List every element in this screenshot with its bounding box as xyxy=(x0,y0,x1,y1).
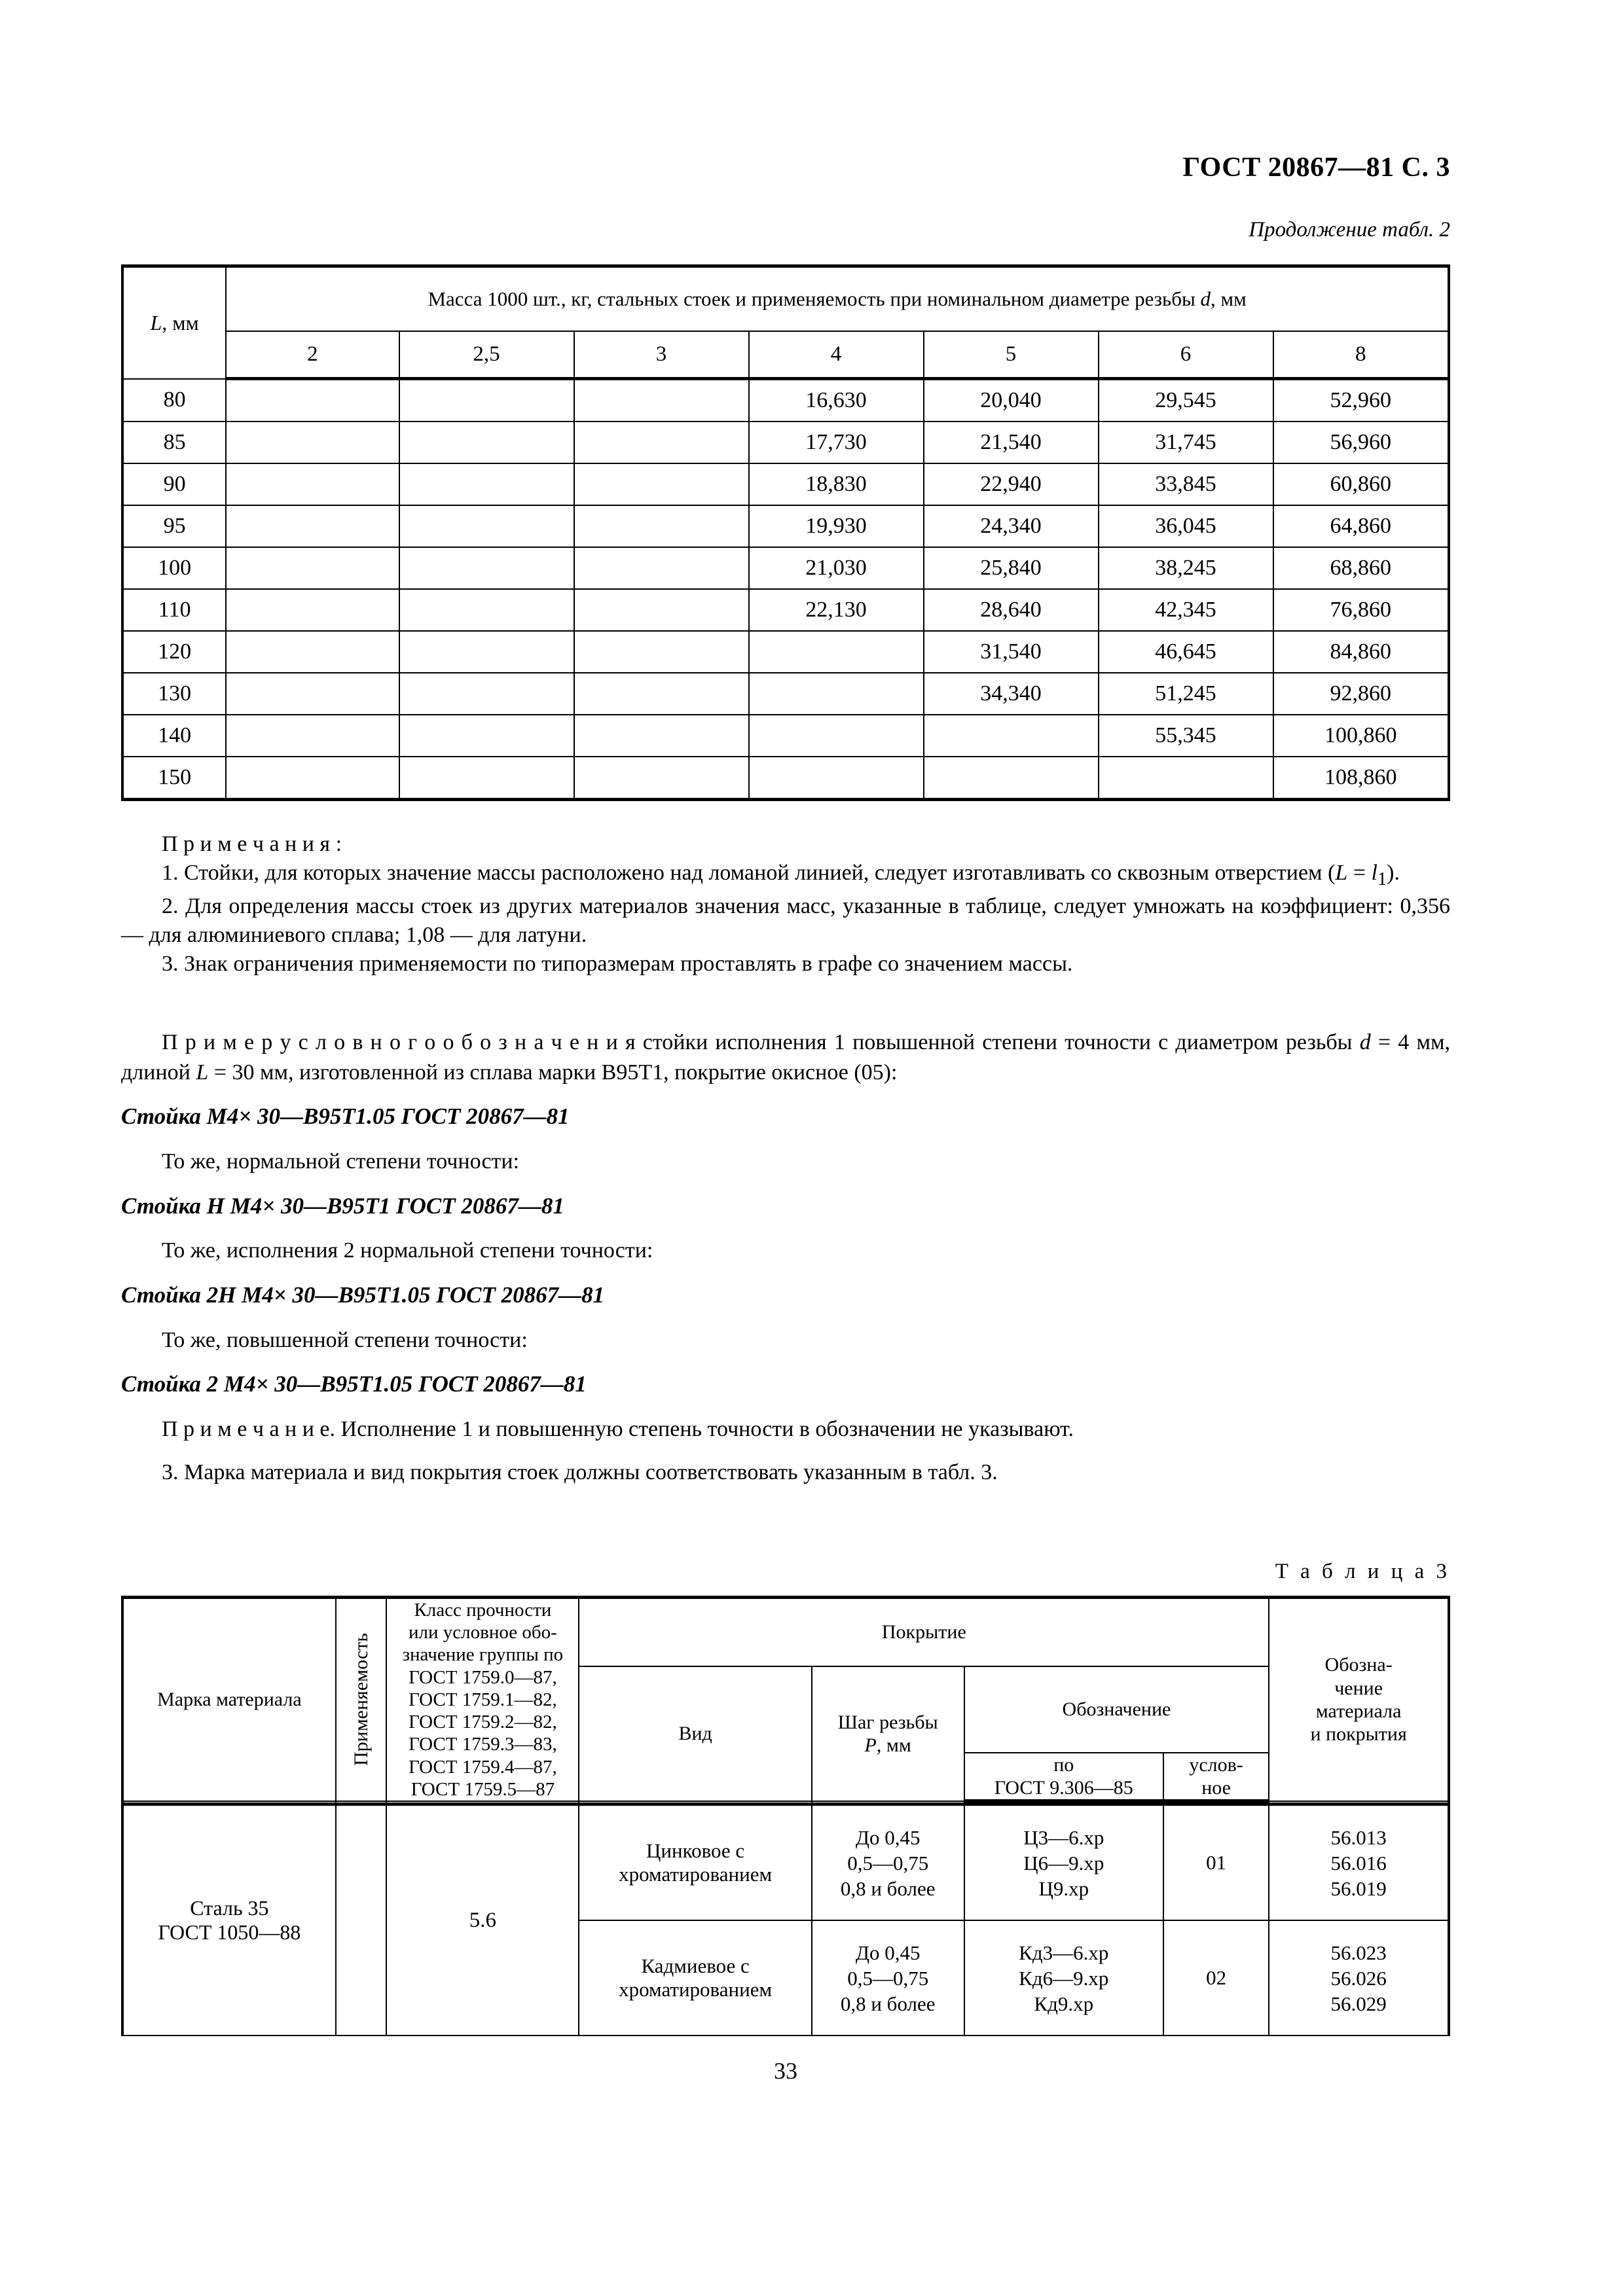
table-2-cell xyxy=(574,631,749,673)
designation-example-block xyxy=(121,1028,1450,1487)
table-3-label: Т а б л и ц а 3 xyxy=(1275,1560,1450,1583)
table-2-cell: 31,540 xyxy=(924,631,1099,673)
table-2-cell xyxy=(226,715,399,757)
table-2-cell: 68,860 xyxy=(1273,547,1449,589)
table-2-subheader-d3: 3 xyxy=(574,331,749,379)
table-2-cell-L: 120 xyxy=(122,631,226,673)
thread-pitch-label: Шаг резьбы xyxy=(837,1711,938,1733)
table-2-cell xyxy=(226,673,399,715)
table-2-cell: 55,345 xyxy=(1099,715,1273,757)
table-2-cell: 17,730 xyxy=(749,422,924,463)
note-2: 2. Для определения массы стоек из других материалов значения масс, указанные в таблице, следует умножать на коэффициент: 0,356 — для алюминиевого сплава; 1,08 — для латуни. xyxy=(121,893,1450,947)
mat-coat-line-1: чение xyxy=(1334,1677,1383,1699)
gost-desig-line-1: Ц6—9.хр xyxy=(1023,1851,1104,1874)
table-2-cell xyxy=(749,757,924,800)
designation-3: Стойка 2Н М4× 30—В95Т1.05 ГОСТ 20867—81 xyxy=(121,1282,605,1308)
table-2-cell-L: 80 xyxy=(122,379,226,422)
table-2-cell: 92,860 xyxy=(1273,673,1449,715)
table-2-cell-L: 90 xyxy=(122,463,226,505)
table-2-cell: 22,940 xyxy=(924,463,1099,505)
table-2-subheader-d6: 6 xyxy=(1099,331,1273,379)
table-2-cell xyxy=(399,673,574,715)
material-line-1: ГОСТ 1050—88 xyxy=(158,1920,301,1945)
table-2-notes xyxy=(121,830,1450,978)
table-2-cell-L: 150 xyxy=(122,757,226,800)
note-1-l1: l xyxy=(1371,861,1377,886)
table-continuation-label: Продолжение табл. 2 xyxy=(1249,218,1450,242)
strength-class-line-3: ГОСТ 1759.0—87, xyxy=(409,1666,557,1688)
table-2-cell: 84,860 xyxy=(1273,631,1449,673)
table-2-cell xyxy=(574,422,749,463)
mat-coat-line-3: и покрытия xyxy=(1310,1723,1407,1746)
table-2-cell xyxy=(574,589,749,631)
coating-type-line-0: Кадмиевое с xyxy=(641,1954,750,1977)
pitch-line-1: 0,5—0,75 xyxy=(847,1851,929,1874)
table-2-header-row-1 xyxy=(122,266,1449,332)
table-2-cell: 51,245 xyxy=(1099,673,1273,715)
table-2-cell xyxy=(226,463,399,505)
table-2-cell-L: 110 xyxy=(122,589,226,631)
table-2-subheader-d5: 5 xyxy=(924,331,1099,379)
coating-type-line-1: хроматированием xyxy=(619,1978,773,2001)
table-2-cell: 100,860 xyxy=(1273,715,1449,757)
conventional-line-1: ное xyxy=(1201,1777,1231,1799)
table-row xyxy=(122,505,1449,547)
mat-coat-line-0: Обозна- xyxy=(1324,1654,1393,1676)
mat-coat-val-0: 56.013 xyxy=(1330,1825,1387,1849)
table-2-subheader-d25: 2,5 xyxy=(399,331,574,379)
example-note-text: Исполнение 1 и повышенную степень точности в обозначении не указывают. xyxy=(335,1417,1074,1442)
coating-type-line-1: хроматированием xyxy=(619,1863,773,1886)
table-2-subheader-d4: 4 xyxy=(749,331,924,379)
table-2-cell: 29,545 xyxy=(1099,379,1273,422)
table-2-cell-L: 140 xyxy=(122,715,226,757)
mat-coat-val-2: 56.019 xyxy=(1330,1876,1387,1900)
table-3-head xyxy=(122,1598,1449,1804)
example-L-symbol: L xyxy=(196,1060,209,1085)
table-2-cell: 31,745 xyxy=(1099,422,1273,463)
table-2-cell xyxy=(226,631,399,673)
table-3-cell-coating-type xyxy=(579,1804,811,1921)
table-3-header-row-1 xyxy=(122,1598,1449,1667)
table-2-body xyxy=(122,379,1449,800)
table-row xyxy=(122,757,1449,800)
table-3-cell-conventional: 01 xyxy=(1163,1804,1269,1921)
table-2-cell xyxy=(226,505,399,547)
table-2-cell: 19,930 xyxy=(749,505,924,547)
notes-title: П р и м е ч а н и я : xyxy=(162,832,342,856)
table-2-span-header xyxy=(226,266,1449,332)
pitch-line-2: 0,8 и более xyxy=(840,1876,936,1900)
table-3-col-type-header: Вид xyxy=(579,1666,811,1801)
table-2-cell xyxy=(399,589,574,631)
table-2-cell xyxy=(749,715,924,757)
example-note-label: П р и м е ч а н и е. xyxy=(162,1417,336,1442)
thread-pitch-unit: , мм xyxy=(876,1734,911,1756)
table-3-col-material-header: Марка материала xyxy=(122,1598,336,1801)
table-2-cell xyxy=(399,631,574,673)
table-3 xyxy=(121,1596,1450,2036)
strength-class-line-2: значение группы по xyxy=(402,1644,564,1666)
span-header-pre: Масса 1000 шт., кг, стальных стоек и применяемость при номинальном диаметре резьбы xyxy=(428,287,1201,310)
table-2-cell: 60,860 xyxy=(1273,463,1449,505)
table-3-cell-mat-coat-designation xyxy=(1269,1920,1449,2036)
col-L-symbol: L xyxy=(150,310,162,334)
pitch-line-1: 0,5—0,75 xyxy=(847,1966,929,1990)
table-2-cell xyxy=(226,379,399,422)
table-2-cell xyxy=(399,463,574,505)
table-2-cell xyxy=(399,715,574,757)
mat-coat-val-2: 56.029 xyxy=(1330,1992,1387,2015)
table-3-col-coating-header: Покрытие xyxy=(579,1598,1269,1667)
table-3-col-by-gost-header xyxy=(964,1753,1163,1801)
table-2-cell xyxy=(574,505,749,547)
example-intro-spaced: П р и м е р у с л о в н о г о о б о з н а ч е н и я xyxy=(162,1030,636,1054)
table-2-cell: 22,130 xyxy=(749,589,924,631)
table-2-cell xyxy=(399,757,574,800)
strength-class-line-7: ГОСТ 1759.4—87, xyxy=(409,1756,557,1778)
table-2-cell-L: 85 xyxy=(122,422,226,463)
table-2-col-L-header xyxy=(122,266,226,379)
table-2-cell: 21,540 xyxy=(924,422,1099,463)
table-2-cell xyxy=(226,589,399,631)
table-2-head xyxy=(122,266,1449,379)
table-3-cell-material xyxy=(122,1804,336,2036)
table-2-cell xyxy=(399,379,574,422)
by-gost-line-0: по xyxy=(1053,1753,1074,1776)
table-3-cell-gost-designation xyxy=(964,1920,1163,2036)
table-2-continuation xyxy=(121,264,1450,801)
table-2-cell xyxy=(226,547,399,589)
table-2-cell: 24,340 xyxy=(924,505,1099,547)
gost-desig-line-2: Ц9.хр xyxy=(1038,1876,1089,1900)
mat-coat-val-0: 56.023 xyxy=(1330,1941,1387,1964)
table-2-cell-L: 95 xyxy=(122,505,226,547)
table-row xyxy=(122,715,1449,757)
table-2-cell xyxy=(574,379,749,422)
table-row xyxy=(122,379,1449,422)
strength-class-line-1: или условное обо- xyxy=(409,1622,557,1643)
page-number: 33 xyxy=(774,2058,797,2084)
pitch-line-2: 0,8 и более xyxy=(840,1992,936,2015)
strength-class-line-6: ГОСТ 1759.3—83, xyxy=(409,1734,557,1755)
strength-class-line-5: ГОСТ 1759.2—82, xyxy=(409,1712,557,1733)
example-note xyxy=(121,1414,1450,1444)
table-2-cell: 108,860 xyxy=(1273,757,1449,800)
table-3-cell-thread-pitch xyxy=(812,1804,964,1921)
pitch-line-0: До 0,45 xyxy=(855,1825,921,1849)
table-2-cell: 64,860 xyxy=(1273,505,1449,547)
table-3-cell-conventional: 02 xyxy=(1163,1920,1269,2036)
designation-intro-4: То же, повышенной степени точности: xyxy=(162,1327,528,1352)
table-2-cell: 38,245 xyxy=(1099,547,1273,589)
table-2-cell: 28,640 xyxy=(924,589,1099,631)
table-2-cell: 34,340 xyxy=(924,673,1099,715)
designation-1: Стойка М4× 30—В95Т1.05 ГОСТ 20867—81 xyxy=(121,1103,570,1130)
table-2-cell xyxy=(399,422,574,463)
note-3: 3. Знак ограничения применяемости по типоразмерам проставлять в графе со значением массы. xyxy=(162,952,1073,977)
gost-desig-line-1: Кд6—9.хр xyxy=(1019,1966,1109,1990)
designation-2: Стойка Н М4× 30—В95Т1 ГОСТ 20867—81 xyxy=(121,1193,564,1219)
table-row xyxy=(122,673,1449,715)
table-2-subheader-d8: 8 xyxy=(1273,331,1449,379)
table-2-cell xyxy=(924,715,1099,757)
table-2-cell: 16,630 xyxy=(749,379,924,422)
span-header-post: , мм xyxy=(1211,287,1247,310)
table-3-col-applicability-header: Применяемость xyxy=(336,1598,387,1801)
table-3-cell-thread-pitch xyxy=(812,1920,964,2036)
note-1: 1. Стойки, для которых значение массы расположено над ломаной линией, следует изготавливать со сквозным отверстием $(L = l_1)$. xyxy=(162,861,1400,889)
table-2-cell: 46,645 xyxy=(1099,631,1273,673)
col-L-unit: , мм xyxy=(162,310,199,334)
table-3-col-strength-class-header xyxy=(386,1598,579,1801)
mat-coat-val-1: 56.026 xyxy=(1330,1966,1387,1990)
table-row xyxy=(122,547,1449,589)
mat-coat-line-2: материала xyxy=(1315,1700,1402,1722)
paragraph-3: 3. Марка материала и вид покрытия стоек должны соответствовать указанным в табл. 3. xyxy=(162,1460,998,1484)
table-2-cell: 25,840 xyxy=(924,547,1099,589)
note-1-subscript: 1 xyxy=(1377,869,1387,889)
table-2-cell xyxy=(1099,757,1273,800)
table-2-cell: 33,845 xyxy=(1099,463,1273,505)
gost-desig-line-2: Кд9.хр xyxy=(1034,1992,1094,2015)
table-2-cell xyxy=(399,505,574,547)
table-2-cell-L: 130 xyxy=(122,673,226,715)
designation-intro-2: То же, нормальной степени точности: xyxy=(162,1149,520,1174)
table-2-header-row-2 xyxy=(122,331,1449,379)
table-2-cell: 20,040 xyxy=(924,379,1099,422)
designation-4: Стойка 2 М4× 30—В95Т1.05 ГОСТ 20867—81 xyxy=(121,1371,587,1397)
strength-class-line-8: ГОСТ 1759.5—87 xyxy=(410,1778,555,1800)
table-2-cell xyxy=(924,757,1099,800)
table-2-cell: 18,830 xyxy=(749,463,924,505)
table-2-cell xyxy=(226,757,399,800)
table-2-cell xyxy=(574,757,749,800)
table-2-cell xyxy=(226,422,399,463)
table-3-cell-applicability xyxy=(336,1804,387,2036)
table-2-cell xyxy=(399,547,574,589)
table-2-cell: 36,045 xyxy=(1099,505,1273,547)
gost-desig-line-0: Ц3—6.хр xyxy=(1023,1825,1104,1849)
table-3-cell-gost-designation xyxy=(964,1804,1163,1921)
table-3-col-thread-pitch-header xyxy=(812,1666,964,1801)
table-2-cell xyxy=(574,673,749,715)
pitch-line-0: До 0,45 xyxy=(855,1941,921,1964)
conventional-line-0: услов- xyxy=(1189,1753,1243,1776)
table-2-cell xyxy=(749,673,924,715)
strength-class-line-4: ГОСТ 1759.1—82, xyxy=(409,1689,557,1710)
note-1-L: L xyxy=(1335,861,1348,886)
table-row xyxy=(122,463,1449,505)
table-row xyxy=(122,1804,1449,1921)
coating-type-line-0: Цинковое с xyxy=(646,1839,745,1862)
table-2-cell-L: 100 xyxy=(122,547,226,589)
table-3-col-conventional-header xyxy=(1163,1753,1269,1801)
example-d-symbol: d xyxy=(1359,1030,1371,1054)
strength-class-line-0: Класс прочности xyxy=(414,1600,552,1621)
mat-coat-val-1: 56.016 xyxy=(1330,1851,1387,1874)
table-3-col-mat-coat-designation-header xyxy=(1269,1598,1449,1801)
table-2-cell: 56,960 xyxy=(1273,422,1449,463)
span-header-d-symbol: d xyxy=(1200,287,1211,310)
table-2-cell: 76,860 xyxy=(1273,589,1449,631)
page-header-gost: ГОСТ 20867—81 С. 3 xyxy=(1182,152,1450,183)
table-3-cell-mat-coat-designation xyxy=(1269,1804,1449,1921)
thread-pitch-P-symbol: P xyxy=(864,1734,877,1756)
gost-desig-line-0: Кд3—6.хр xyxy=(1019,1941,1109,1964)
table-3-body xyxy=(122,1804,1449,2036)
material-line-0: Сталь 35 xyxy=(190,1895,269,1920)
by-gost-line-1: ГОСТ 9.306—85 xyxy=(994,1777,1133,1799)
example-intro: П р и м е р у с л о в н о г о о б о з н а ч е н и я стойки исполнения 1 повышенной степени точности с диаметром резьбы d = 4 мм, длиной L = 30 мм, изготовленной из сплава марки В95Т1, покрытие окисное (05): xyxy=(121,1030,1450,1085)
table-2-subheader-d2: 2 xyxy=(226,331,399,379)
table-row xyxy=(122,422,1449,463)
table-2-cell: 52,960 xyxy=(1273,379,1449,422)
table-2-cell xyxy=(574,715,749,757)
table-2-cell: 42,345 xyxy=(1099,589,1273,631)
table-2-cell: 21,030 xyxy=(749,547,924,589)
table-row xyxy=(122,589,1449,631)
table-3-col-designation-header: Обозначение xyxy=(964,1666,1269,1753)
table-row xyxy=(122,631,1449,673)
table-3-cell-coating-type xyxy=(579,1920,811,2036)
table-2-cell xyxy=(574,547,749,589)
table-2-cell xyxy=(574,463,749,505)
designation-intro-3: То же, исполнения 2 нормальной степени точности: xyxy=(162,1238,653,1263)
table-3-cell-strength-class: 5.6 xyxy=(386,1804,579,2036)
table-2-cell xyxy=(749,631,924,673)
